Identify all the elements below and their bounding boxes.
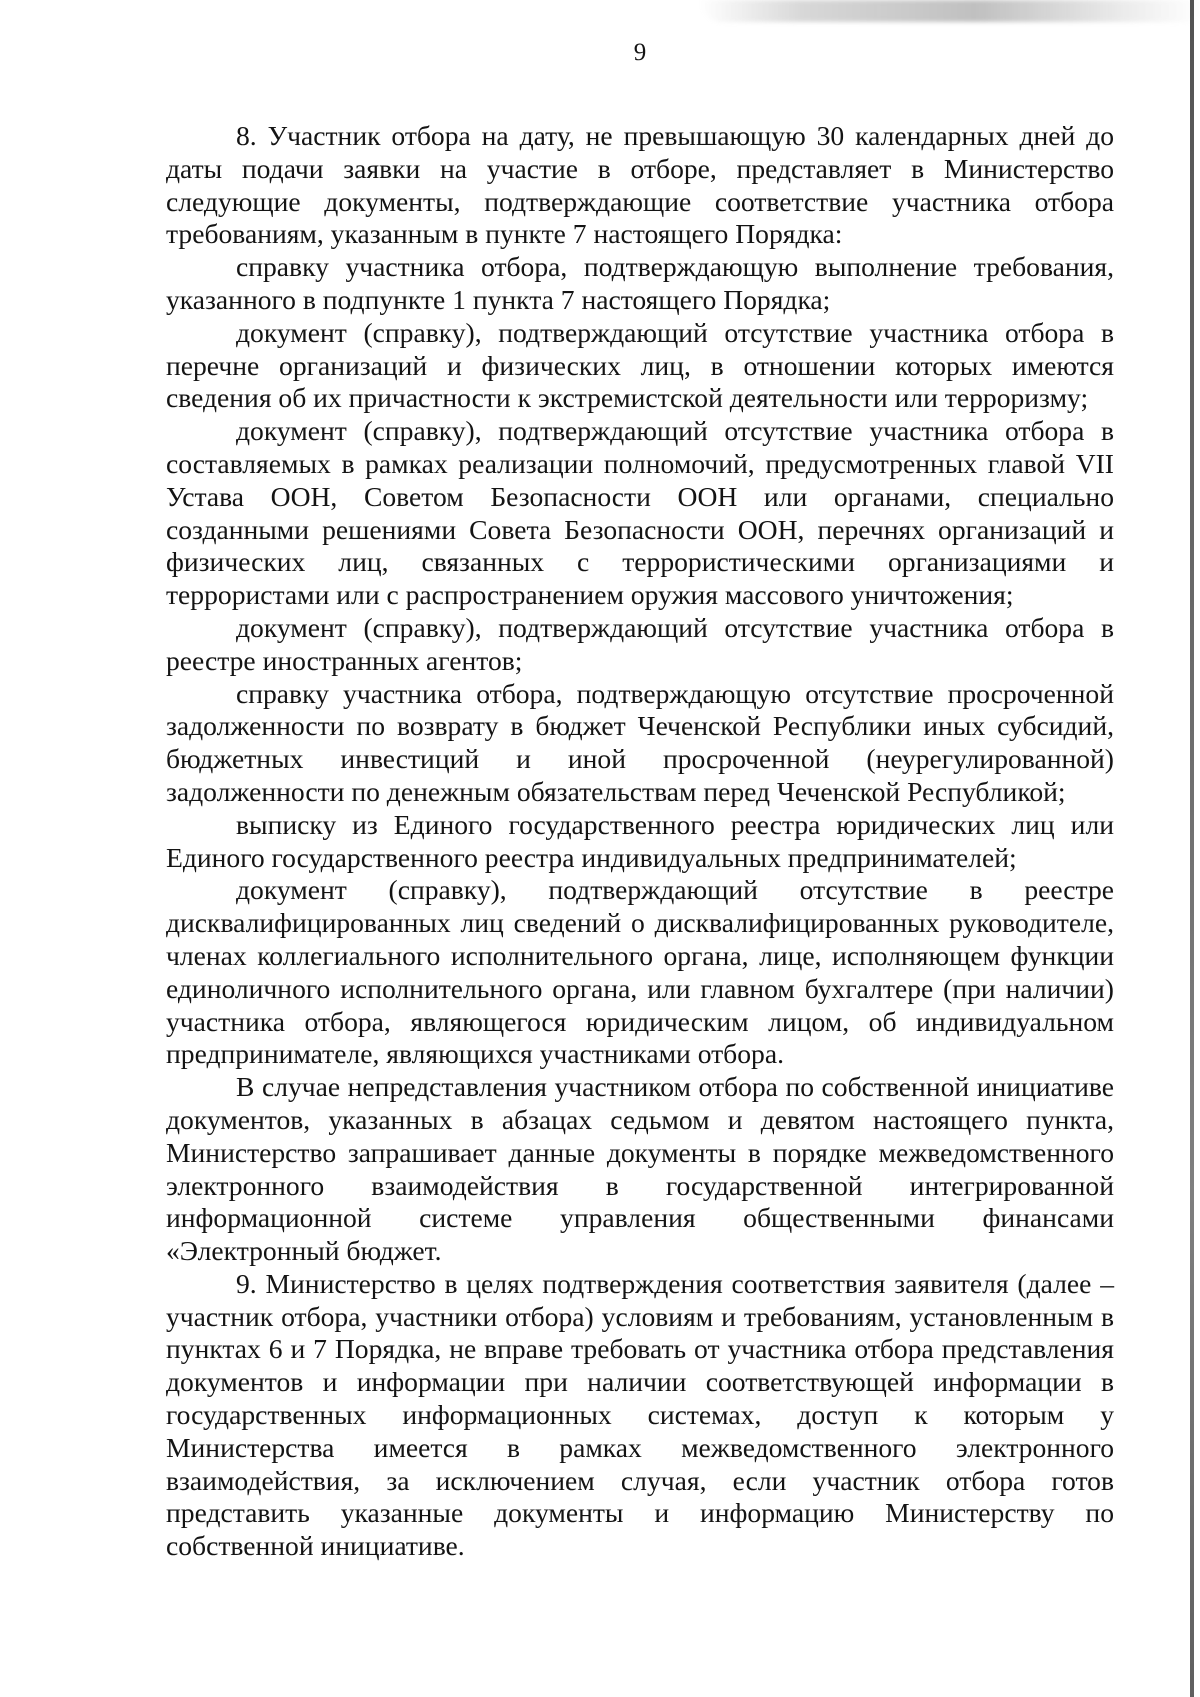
paragraph-debt-certificate: справку участника отбора, подтверждающую отсутствие просроченной задолженности по возврату в бюджет Чеченской Республики иных субсидий, бюджетных инвестиций и иной просроченной (неурегулированной) задолженности по денежным обязательствам перед Чеченской Республикой; — [166, 677, 1114, 807]
paragraph-8-intro: 8. Участник отбора на дату, не превышающую 30 календарных дней до даты подачи заявки на участие в отборе, представляет в Министерство следующие документы, подтверждающие соответствие участника отбора требованиям, указанным в пункте 7 настоящего Порядка: — [166, 120, 1114, 250]
scan-page-edge — [1190, 0, 1194, 1697]
document-body — [166, 120, 1114, 1563]
paragraph-registry-extract: выписку из Единого государственного реестра юридических лиц или Единого государственного реестра индивидуальных предпринимателей; — [166, 808, 1114, 873]
paragraph-ministry-request: В случае непредставления участником отбора по собственной инициативе документов, указанных в абзацах седьмом и девятом настоящего пункта, Министерство запрашивает данные документы в порядке межведомственного электронного взаимодействия в государственной интегрированной информационной системе управления общественными финансами «Электронный бюджет. — [166, 1071, 1114, 1267]
page-number: 9 — [633, 39, 647, 66]
paragraph-extremism-certificate: документ (справку), подтверждающий отсутствие участника отбора в перечне организаций и физических лиц, в отношении которых имеются сведения об их причастности к экстремистской деятельности или терроризму; — [166, 316, 1114, 414]
paragraph-un-lists-certificate: документ (справку), подтверждающий отсутствие участника отбора в составляемых в рамках реализации полномочий, предусмотренных главой VII Устава ООН, Советом Безопасности ООН или органами, специально созданными решениями Совета Безопасности ООН, перечнях организаций и физических лиц, связанных с террористическими организациями и террористами или с распространением оружия массового уничтожения; — [166, 415, 1114, 611]
paragraph-9: 9. Министерство в целях подтверждения соответствия заявителя (далее – участник отбора, участники отбора) условиям и требованиям, установленным в пунктах 6 и 7 Порядка, не вправе требовать от участника отбора представления документов и информации при наличии соответствующей информации в государственных информационных системах, доступ к которым у Министерства имеется в рамках межведомственного электронного взаимодействия, за исключением случая, если участник отбора готов представить указанные документы и информацию Министерству по собственной инициативе. — [166, 1267, 1114, 1562]
paragraph-requirement-certificate: справку участника отбора, подтверждающую выполнение требования, указанного в подпункте 1 пункта 7 настоящего Порядка; — [166, 251, 1114, 315]
paragraph-disqualified-certificate: документ (справку), подтверждающий отсутствие в реестре дисквалифицированных лиц сведений о дисквалифицированных руководителе, членах коллегиального исполнительного органа, лице, исполняющем функции единоличного исполнительного органа, или главном бухгалтере (при наличии) участника отбора, являющегося юридическим лицом, об индивидуальном предпринимателе, являющихся участниками отбора. — [166, 874, 1114, 1070]
paragraph-foreign-agents-certificate: документ (справку), подтверждающий отсутствие участника отбора в реестре иностранных агентов; — [166, 611, 1114, 676]
scan-smudge — [700, 0, 1200, 22]
